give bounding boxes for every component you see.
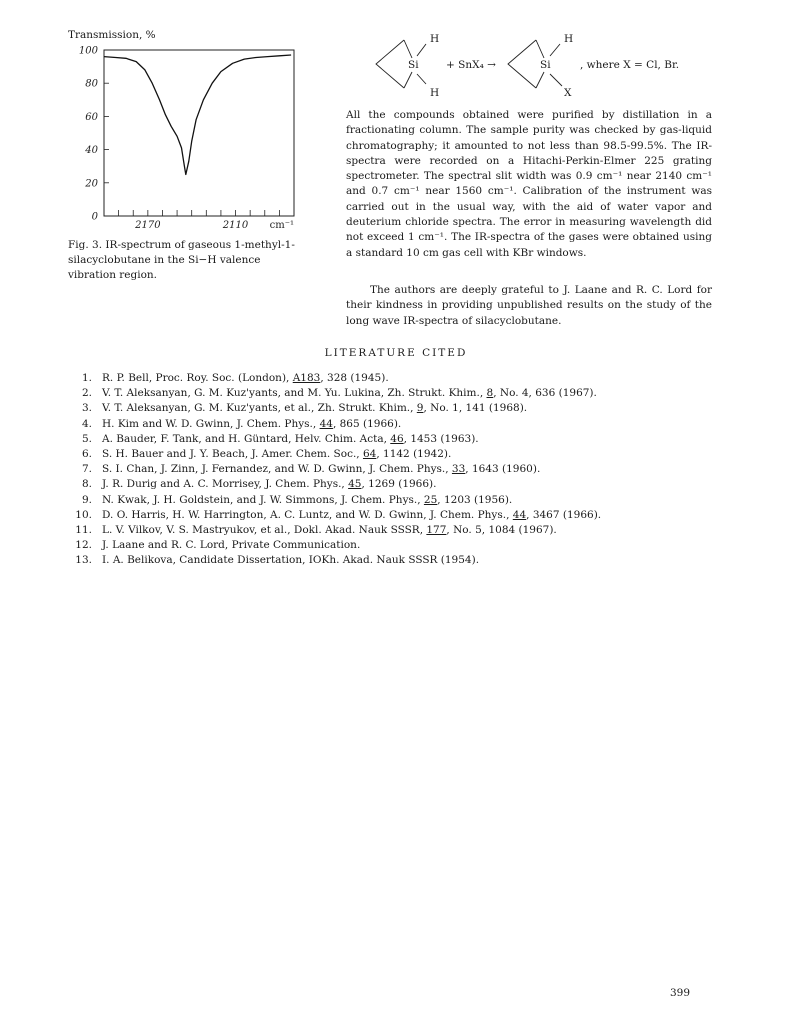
reference-text-tail: , No. 4, 636 (1967).: [493, 387, 597, 400]
ir-spectrum-chart: [68, 30, 308, 230]
reference-item: [74, 432, 714, 447]
reference-text-tail: , 1269 (1966).: [361, 478, 437, 491]
reference-text: J. Laane and R. C. Lord, Private Communication.: [102, 539, 361, 552]
acknowledgment-paragraph: The authors are deeply grateful to J. Laane and R. C. Lord for their kindness in providing unpublished results on the study of the long wave IR-spectra of silacyclobutane.: [346, 284, 712, 327]
figure-caption: Fig. 3. IR-spectrum of gaseous 1-methyl-1-silacyclobutane in the Si−H valence vibration region.: [68, 239, 295, 281]
reference-volume: 44: [512, 508, 527, 521]
reactant-h-bottom: H: [430, 87, 440, 99]
reference-text: A. Bauder, F. Tank, and H. Güntard, Helv. Chim. Acta,: [102, 432, 391, 445]
reference-item: [74, 493, 714, 508]
reference-text: S. I. Chan, J. Zinn, J. Fernandez, and W. D. Gwinn, J. Chem. Phys.,: [102, 463, 452, 476]
page-number: 399: [670, 987, 691, 999]
reference-item: [74, 417, 714, 432]
reference-number: 12.: [75, 539, 92, 552]
product-x-bottom: X: [564, 87, 572, 99]
reference-text-tail: , 1643 (1960).: [465, 463, 541, 476]
reference-text: V. T. Aleksanyan, G. M. Kuz'yants, and M. Yu. Lukina, Zh. Strukt. Khim.,: [102, 387, 487, 400]
y-tick-label: 0: [91, 211, 98, 223]
reference-number: 10.: [75, 508, 92, 521]
reference-item: [74, 553, 714, 568]
x-tick-label: 2110: [222, 220, 249, 231]
reference-list: [74, 371, 714, 569]
reactant-si-h-top-bond: [417, 44, 426, 56]
y-tick-label: 60: [85, 111, 98, 123]
product-ring-left-bonds: [508, 40, 536, 88]
reference-text-tail: , No. 1, 141 (1968).: [423, 402, 528, 415]
product-ring-bottom-bond: [536, 72, 544, 88]
reference-text-tail: , 1453 (1963).: [403, 432, 479, 445]
reference-item: [74, 538, 714, 553]
reference-number: 9.: [81, 493, 92, 506]
reference-volume: 46: [390, 432, 404, 445]
x-tick-label: 2170: [135, 220, 161, 231]
reference-volume: 64: [362, 448, 377, 461]
reactant-ring-left-bonds: [376, 40, 404, 88]
reference-number: 4.: [81, 417, 92, 430]
y-tick-label: 40: [85, 145, 98, 157]
reference-volume: 44: [319, 417, 333, 430]
reference-item: [74, 477, 714, 492]
y-tick-label: 100: [78, 45, 98, 57]
reactant-ring-bottom-bond: [404, 72, 412, 88]
product-ring-top-bond: [536, 40, 544, 58]
reference-text: R. P. Bell, Proc. Roy. Soc. (London),: [102, 372, 293, 384]
y-tick-label: 80: [85, 78, 98, 90]
reference-volume: 9: [416, 402, 424, 415]
reference-text-tail: , 1142 (1942).: [376, 448, 452, 461]
reference-number: 1.: [81, 372, 92, 384]
product-si: Si: [540, 59, 551, 71]
x-axis-unit: cm⁻¹: [269, 220, 294, 231]
methods-paragraph: All the compounds obtained were purified by distillation in a fractionating column. The sample purity was checked by gas-liquid chromatography; it amounted to not less than 98.5-99.5%. The IR-spectra were recorded on a Hitachi-Perkin-Elmer 225 grating spectrometer. The spectral slit width was 0.9 cm⁻¹ near 2140 cm⁻¹ and 0.7 cm⁻¹ near 1560 cm⁻¹. Calibration of the instrument was carried out in the usual way, with the aid of water vapor and deuterium chloride spectra. The error in measuring wavelength did not exceed 1 cm⁻¹. The IR-spectra of the gases were obtained using a standard 10 cm gas cell with KBr windows.: [346, 109, 712, 259]
reference-text: J. R. Durig and A. C. Morrisey, J. Chem. Phys.,: [102, 478, 349, 491]
reference-text: I. A. Belikova, Candidate Dissertation, IOKh. Akad. Nauk SSSR (1954).: [102, 554, 480, 567]
reference-text: H. Kim and W. D. Gwinn, J. Chem. Phys.,: [102, 417, 320, 430]
reference-volume: 45: [348, 478, 362, 491]
reference-text-tail: , 1203 (1956).: [437, 493, 513, 506]
y-axis-title: Transmission, %: [68, 29, 156, 41]
reactant-si-h-bottom-bond: [417, 74, 426, 84]
reference-volume: A183: [292, 372, 321, 384]
reference-volume: 33: [451, 463, 466, 476]
reactant-h-top: H: [430, 33, 440, 45]
reference-item: [74, 523, 714, 538]
ir-spectrum-figure: [68, 30, 308, 230]
reference-text: S. H. Bauer and J. Y. Beach, J. Amer. Chem. Soc.,: [102, 448, 363, 461]
product-h-top: H: [564, 33, 574, 45]
product-si-h-bond: [550, 44, 560, 56]
reference-text: V. T. Aleksanyan, G. M. Kuz'yants, et al., Zh. Strukt. Khim.,: [102, 402, 417, 415]
product-si-x-bond: [550, 74, 562, 86]
scheme-where-note: , where X = Cl, Br.: [580, 59, 680, 71]
reaction-scheme-drawing: [368, 30, 768, 102]
plot-frame: [104, 50, 294, 216]
reactant-ring-top-bond: [404, 40, 412, 58]
reference-text: L. V. Vilkov, V. S. Mastryukov, et al., Dokl. Akad. Nauk SSSR,: [102, 524, 427, 537]
reference-item: [74, 401, 714, 416]
reactant-si: Si: [408, 59, 419, 71]
reference-number: 13.: [75, 554, 92, 567]
reference-number: 6.: [81, 448, 92, 461]
reference-number: 8.: [81, 478, 92, 491]
reference-item: [74, 508, 714, 523]
reference-number: 11.: [75, 524, 92, 537]
reference-item: [74, 386, 714, 401]
literature-heading: LITERATURE CITED: [324, 347, 468, 359]
reference-volume: 8: [486, 387, 494, 400]
reference-number: 5.: [81, 432, 92, 445]
reference-item: [74, 371, 714, 386]
reference-item: [74, 462, 714, 477]
y-tick-label: 20: [85, 178, 98, 190]
reference-text-tail: , No. 5, 1084 (1967).: [446, 524, 557, 537]
reference-text-tail: , 328 (1945).: [320, 372, 389, 384]
reference-volume: 177: [426, 524, 447, 537]
reference-text: N. Kwak, J. H. Goldstein, and J. W. Simmons, J. Chem. Phys.,: [102, 493, 424, 506]
reagent-arrow: + SnX₄ →: [446, 59, 496, 71]
reference-number: 7.: [81, 463, 92, 476]
reference-text: D. O. Harris, H. W. Harrington, A. C. Luntz, and W. D. Gwinn, J. Chem. Phys.,: [102, 508, 513, 521]
reaction-scheme: [368, 30, 768, 102]
spectrum-line: [104, 55, 291, 175]
reference-text-tail: , 3467 (1966).: [526, 508, 602, 521]
reference-text-tail: , 865 (1966).: [332, 417, 402, 430]
reference-item: [74, 447, 714, 462]
reference-volume: 25: [423, 493, 438, 506]
reference-number: 2.: [81, 387, 92, 400]
reference-number: 3.: [81, 402, 92, 415]
